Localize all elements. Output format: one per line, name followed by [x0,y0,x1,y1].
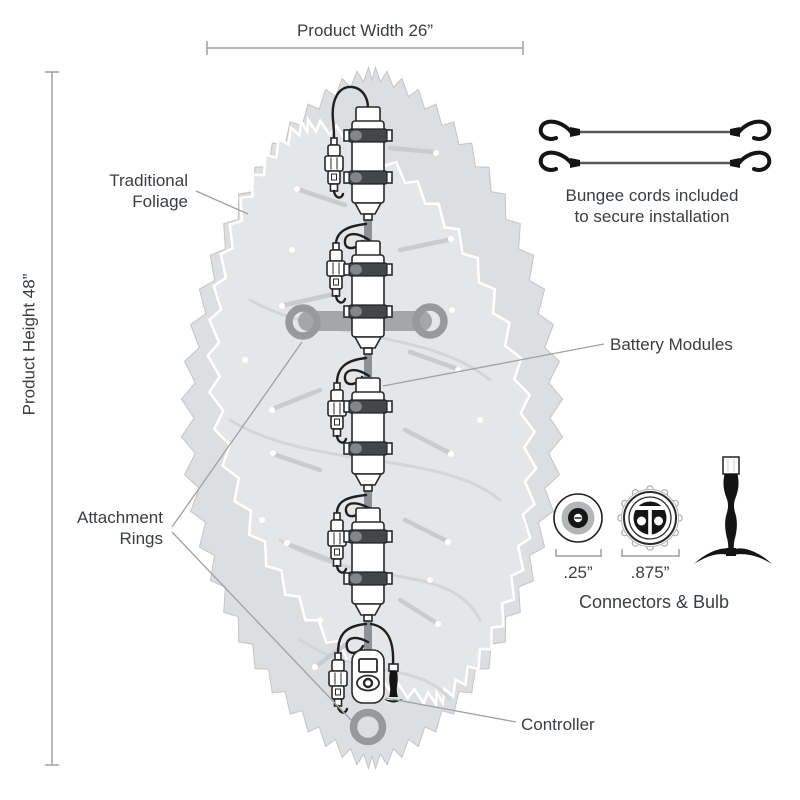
connector-large-size: .875” [630,563,670,582]
connector-small-size: .25” [563,563,593,582]
connectors-bulb-caption: Connectors & Bulb [578,592,730,612]
controller-label: Controller [521,715,595,734]
controller-button [357,676,379,691]
controller-graphic [352,650,384,703]
bungee-caption-line1: Bungee cords included [565,186,739,205]
width-dimension-line [207,41,523,55]
controller-screen [359,659,377,672]
height-dimension-line [45,72,59,765]
attachment-rings-label [43,507,163,549]
attachment-label-line2: Rings [119,529,163,548]
bungee-caption [552,185,752,227]
bungee-caption-line2: to secure installation [574,207,730,226]
connector-large-diagram [618,486,682,557]
attachment-label-line1: Attachment [77,508,163,527]
foliage-label [68,170,188,212]
product-width-label: Product Width 26” [296,21,434,40]
product-height-label: Product Height 48” [19,273,39,416]
bungee-cords-graphic [541,122,770,170]
bungee-cord [541,153,770,170]
bungee-cord [541,122,770,139]
bulb-graphic [694,457,772,564]
foliage-label-line2: Foliage [132,192,188,211]
foliage-label-line1: Traditional [109,171,188,190]
battery-modules-label: Battery Modules [610,335,733,354]
connector-small-diagram [554,494,602,557]
